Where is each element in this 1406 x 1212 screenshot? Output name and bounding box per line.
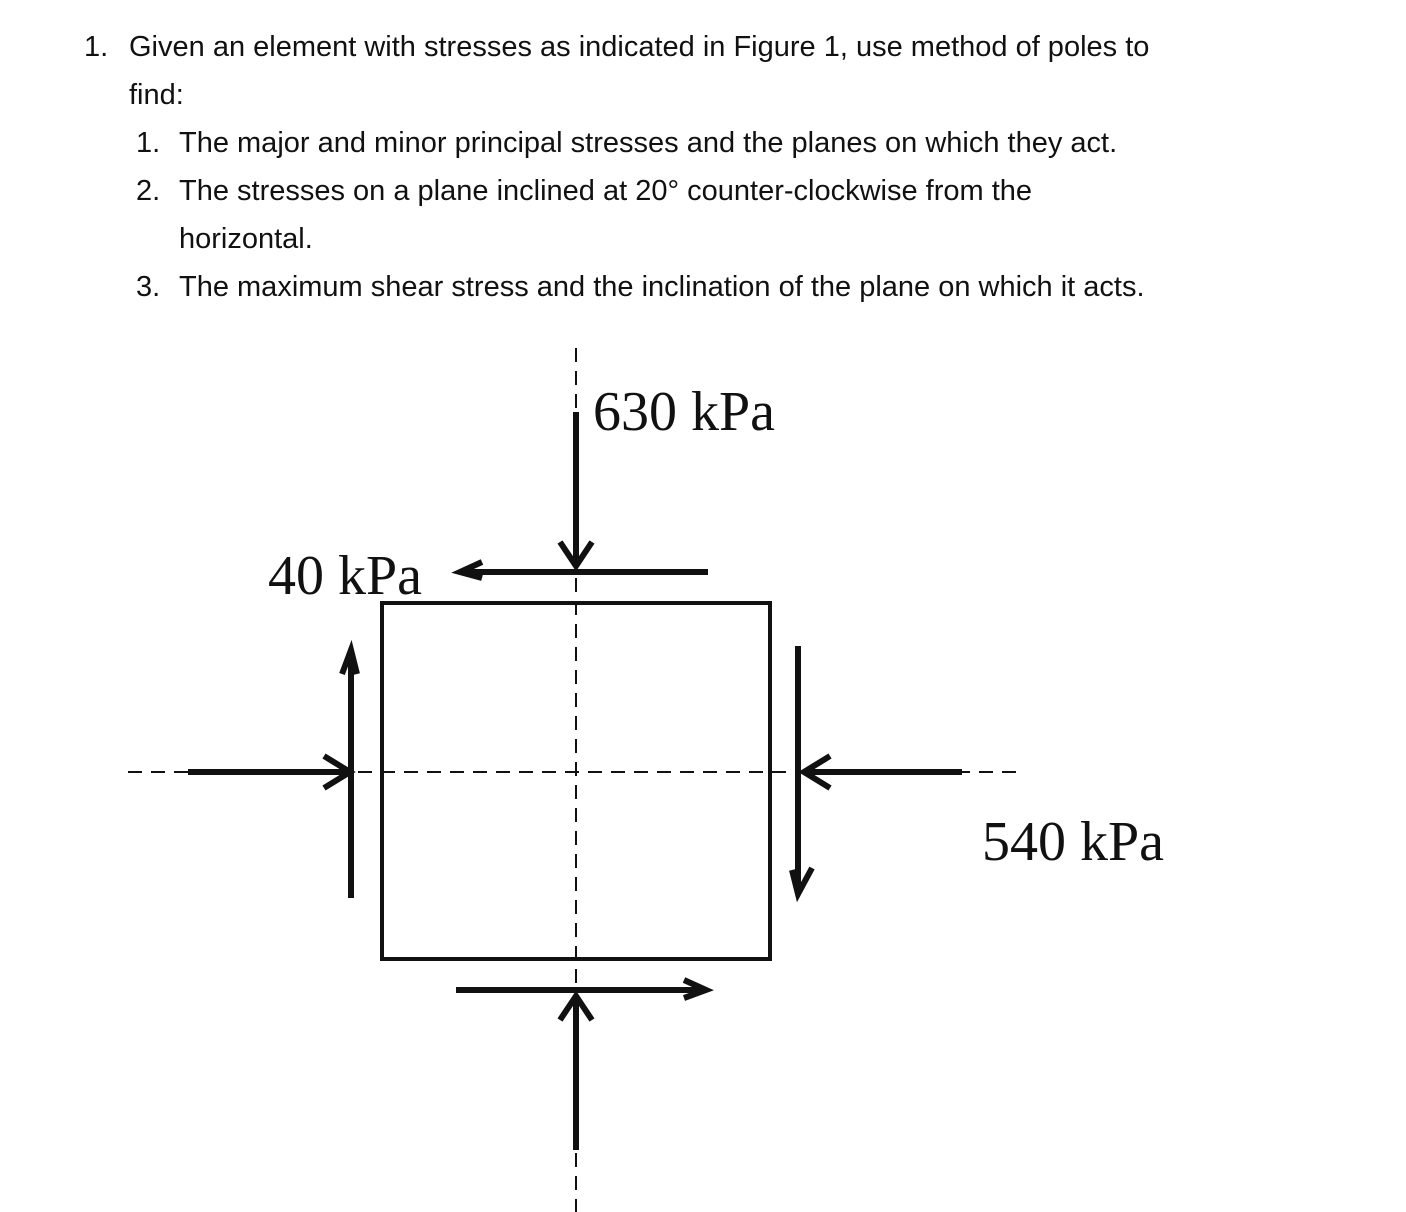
subitem-3-text: The maximum shear stress and the inclination of the plane on which it acts. [179, 271, 1145, 303]
subitem-3-number: 3. [136, 271, 161, 303]
bottom-normal-stress-arrow [560, 996, 592, 1150]
label-40-kpa: 40 kPa [268, 545, 422, 607]
bottom-shear-stress-arrow [456, 980, 706, 998]
top-normal-stress-arrow [560, 412, 592, 566]
top-shear-stress-arrow [460, 562, 708, 578]
left-normal-stress-arrow [188, 756, 350, 788]
problem-text-line-1: Given an element with stresses as indicated in Figure 1, use method of poles to [129, 31, 1150, 63]
subitem-1-text: The major and minor principal stresses and the planes on which they act. [179, 127, 1118, 159]
subitem-2-text-line-2: horizontal. [179, 223, 313, 255]
right-normal-stress-arrow [804, 756, 962, 788]
subitem-2-number: 2. [136, 175, 161, 207]
subitem-1-number: 1. [136, 127, 161, 159]
label-540-kpa: 540 kPa [982, 811, 1164, 873]
subitem-2-text-line-1: The stresses on a plane inclined at 20° counter-clockwise from the [179, 175, 1033, 207]
problem-number: 1. [84, 31, 109, 63]
problem-text-line-2: find: [129, 79, 184, 111]
label-630-kpa: 630 kPa [593, 381, 775, 443]
